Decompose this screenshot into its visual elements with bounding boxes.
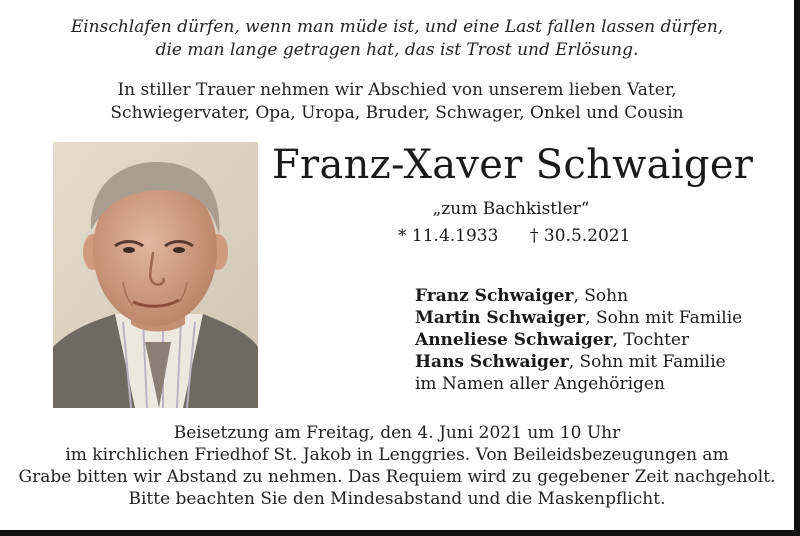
mourners-closing: im Namen aller Angehörigen — [415, 374, 665, 394]
funeral-line: Grabe bitten wir Abstand zu nehmen. Das Requiem wird zu gegebener Zeit nachgeholt. — [18, 467, 776, 487]
quote-line: die man lange getragen hat, das ist Trost und Erlösung. — [155, 40, 639, 60]
funeral-line: Beisetzung am Freitag, den 4. Juni 2021 um 10 Uhr — [173, 423, 621, 443]
intro-line: In stiller Trauer nehmen wir Abschied von unserem lieben Vater, — [117, 80, 677, 100]
mourner-relation: , Tochter — [612, 330, 690, 350]
mourner-name: Anneliese Schwaiger — [415, 330, 613, 350]
funeral-information — [0, 422, 794, 510]
mourner-relation: , Sohn — [573, 286, 629, 306]
funeral-line: Bitte beachten Sie den Mindesabstand und die Maskenpflicht. — [128, 489, 666, 509]
intro-line: Schwiegervater, Opa, Uropa, Bruder, Schwager, Onkel und Cousin — [110, 103, 684, 123]
opening-quote — [0, 16, 794, 62]
death-date: † 30.5.2021 — [530, 226, 631, 246]
mourner-entry — [415, 307, 742, 329]
mourner-entry — [415, 329, 742, 351]
mourner-relation: , Sohn mit Familie — [585, 308, 743, 328]
mourner-name: Martin Schwaiger — [415, 308, 586, 328]
deceased-name: Franz-Xaver Schwaiger — [272, 142, 754, 188]
funeral-line: im kirchlichen Friedhof St. Jakob in Lenggries. Von Beileidsbezeugungen am — [65, 445, 729, 465]
mourners-list — [415, 285, 742, 395]
farewell-intro — [0, 79, 794, 125]
mourner-name: Hans Schwaiger — [415, 352, 569, 372]
deceased-portrait-photo — [53, 142, 258, 408]
deceased-nickname: „zum Bachkistler“ — [432, 199, 590, 219]
birth-date: * 11.4.1933 — [398, 226, 499, 246]
mourner-entry — [415, 351, 742, 373]
quote-line: Einschlafen dürfen, wenn man müde ist, und eine Last fallen lassen dürfen, — [70, 17, 724, 37]
mourner-name: Franz Schwaiger — [415, 286, 574, 306]
mourner-relation: , Sohn mit Familie — [568, 352, 726, 372]
mourner-entry — [415, 285, 742, 307]
